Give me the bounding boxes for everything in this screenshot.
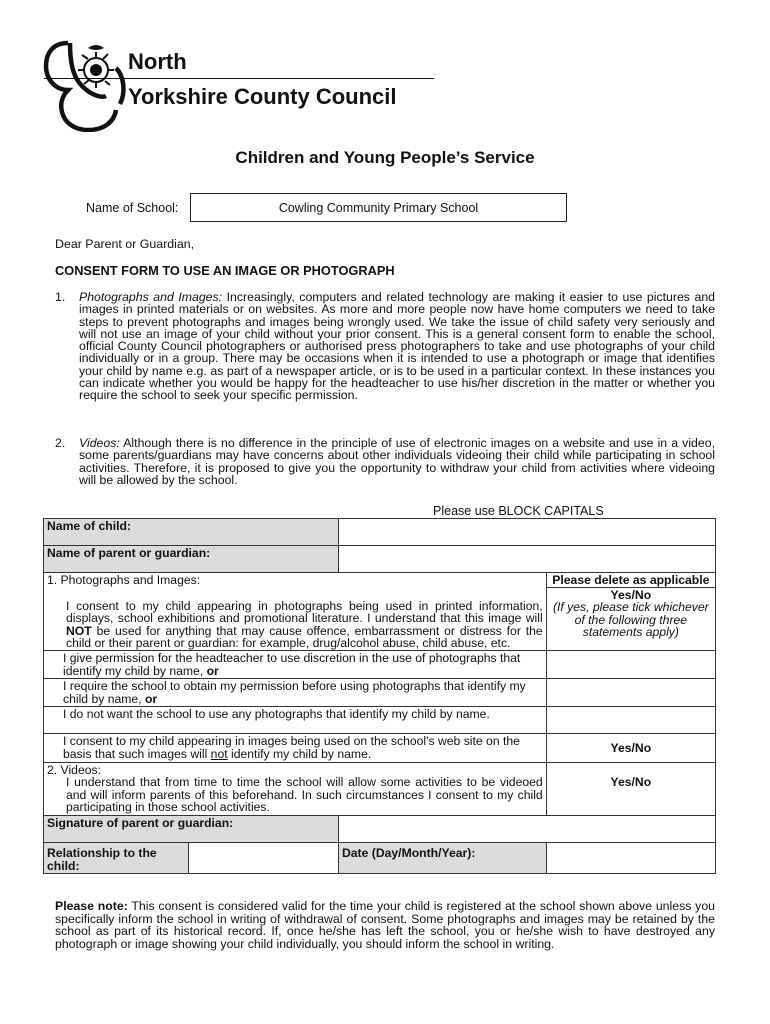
option-discretion: I give permission for the headteacher to use discretion in the use of photographs that identify my child by name, or <box>44 650 547 678</box>
name-of-parent-label: Name of parent or guardian: <box>44 546 339 573</box>
form-heading: CONSENT FORM TO USE AN IMAGE OR PHOTOGRAPH <box>55 263 395 278</box>
relationship-field[interactable] <box>189 842 339 873</box>
name-of-parent-field[interactable] <box>338 546 715 573</box>
date-label: Date (Day/Month/Year): <box>338 842 546 873</box>
paragraph-number: 1. <box>55 290 66 304</box>
option-permission-tick-box[interactable] <box>546 679 715 707</box>
delete-as-applicable-cell <box>546 573 715 651</box>
option-discretion-tick-box[interactable] <box>546 650 715 678</box>
section-photographs <box>44 573 547 651</box>
note-text: This consent is considered valid for the time your child is registered at the school shown above unless you specifically inform the school in writing of withdrawal of consent. Some photographs and images may be retained by the school as part of its historical record. If, once he/she has left the school, you or he/she wish to have destroyed any photograph or image showing your child individually, you should inform the school in writing. <box>55 899 715 951</box>
org-name-line2: Yorkshire County Council <box>128 84 397 109</box>
date-field[interactable] <box>546 842 715 873</box>
website-consent: I consent to my child appearing in images being used on the school's web site on the basis that such images will not identify my child by name. <box>44 734 547 762</box>
name-of-child-field[interactable] <box>338 519 715 546</box>
nycc-crest-logo-icon <box>42 40 142 132</box>
section-photographs-title: 1. Photographs and Images: <box>47 573 201 587</box>
school-label: Name of School: <box>86 201 179 215</box>
org-name-line1: North <box>128 49 187 74</box>
note-lead: Please note: <box>55 899 128 913</box>
page-title: Children and Young People’s Service <box>235 148 535 167</box>
consent-printed-info: I consent to my child appearing in photographs being used in printed information, displays, school exhibitions and promotional literature. I understand that this image will NOT be used for anything that may cause offence, embarrassment or distress for the child or their parent or guardian: for example, drug/alcohol abuse, child abuse, etc. <box>66 598 543 651</box>
signature-label: Signature of parent or guardian: <box>44 815 339 842</box>
signature-field[interactable] <box>338 815 715 842</box>
school-name-field[interactable]: Cowling Community Primary School <box>190 193 567 222</box>
paragraph-text: Increasingly, computers and related technology are making it easier to use pictures and images in printed materials or on websites. As more and more people now have home computers we need to take steps to prevent photographs and images being wrongly used. We take the issue of child safety very seriously and will not use an image of your child without your prior consent. This is a general consent form to enable the school, official County Council photographers or authorised press photographers to take and use photographs of your child individually or in a group. There may be occasions when it is intended to use a photograph or image that identifies your child by name e.g. as part of a newspaper article, or is to be used in a particular context. In these instances you can indicate whether you would be happy for the headteacher to use his/her discretion in the matter or whether you require the school to seek your specific permission. <box>79 290 716 403</box>
salutation: Dear Parent or Guardian, <box>55 237 195 251</box>
option-permission: I require the school to obtain my permission before using photographs that identify my child by name, or <box>44 679 547 707</box>
website-yes-no[interactable]: Yes/No <box>546 734 715 762</box>
paragraph-number: 2. <box>55 436 66 450</box>
name-of-child-label: Name of child: <box>44 519 339 546</box>
section-videos <box>44 762 547 815</box>
paragraph-lead: Photographs and Images: <box>79 290 223 304</box>
block-capitals-note: Please use BLOCK CAPITALS <box>433 504 604 518</box>
option-no-photos: I do not want the school to use any photographs that identify my child by name. <box>44 707 547 734</box>
paragraph-lead: Videos: <box>79 436 120 450</box>
paragraph-photographs <box>55 291 715 402</box>
videos-yes-no[interactable]: Yes/No <box>546 762 715 815</box>
paragraph-videos <box>55 437 715 486</box>
delete-header: Please delete as applicable <box>552 573 710 587</box>
photographs-yes-no[interactable]: Yes/No <box>546 587 716 602</box>
video-consent-text: I understand that from time to time the school will allow some activities to be videoed and will inform parents of this beforehand. In such circumstances I consent to my child participating in those school activities. <box>66 775 543 815</box>
validity-note <box>55 900 715 950</box>
header-rule <box>44 78 434 79</box>
consent-form-table <box>43 518 716 874</box>
relationship-label: Relationship to the child: <box>44 842 189 873</box>
paragraph-text: Although there is no difference in the principle of use of electronic images on a website and use in a video, some parents/guardians may have concerns about other individuals videoing their child while participating in school activities. Therefore, it is proposed to give you the opportunity to withdraw your child from activities where videoing will be allowed by the school. <box>79 436 715 487</box>
section-videos-title: 2. Videos: <box>47 762 101 777</box>
option-no-photos-tick-box[interactable] <box>546 707 715 734</box>
tick-instructions: (If yes, please tick whichever of the following three statements apply) <box>552 600 709 640</box>
